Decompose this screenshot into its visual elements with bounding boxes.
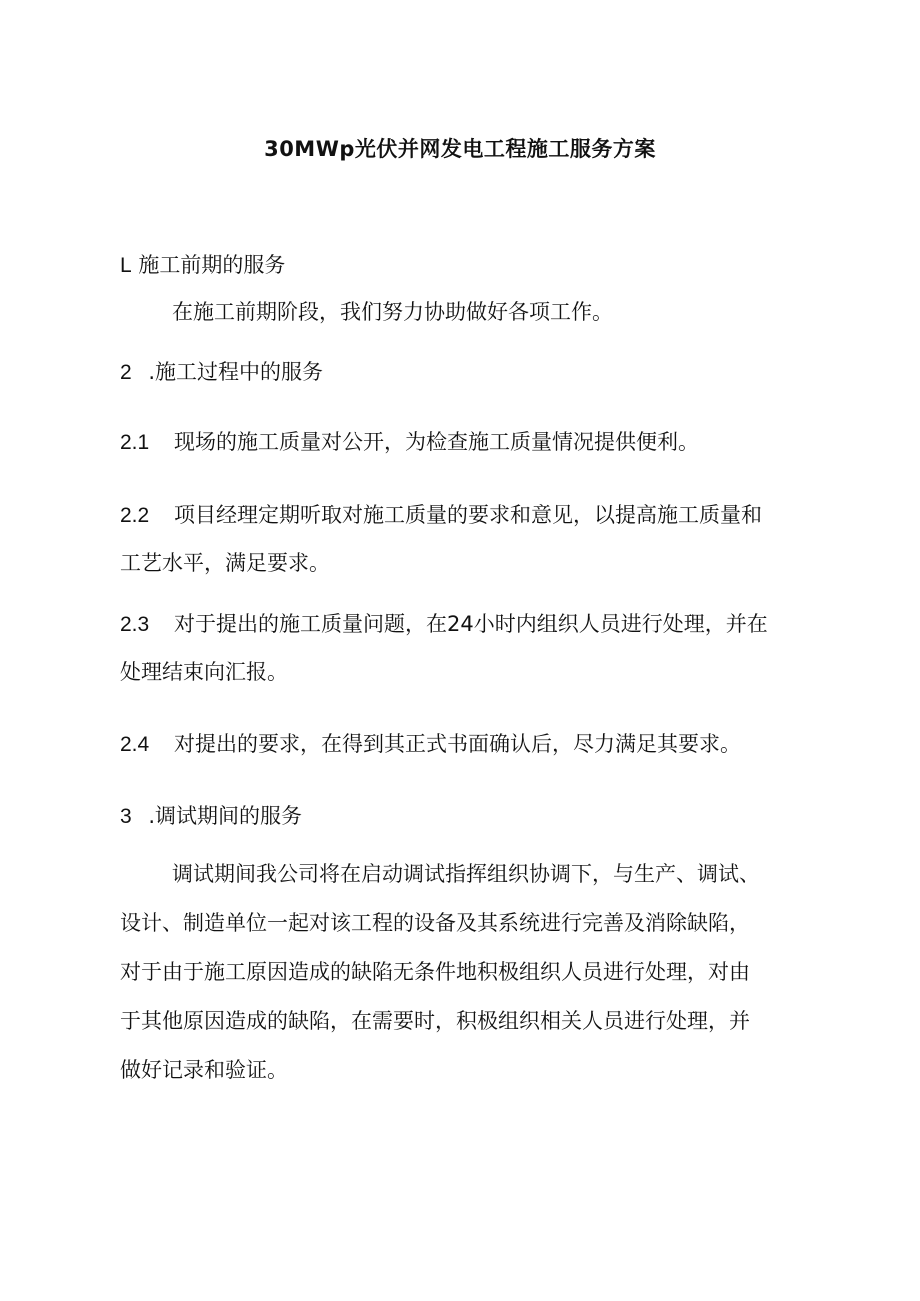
section-1-number: L [120,254,132,277]
section-3-paragraph-line: 设计、制造单位一起对该工程的设备及其系统进行完善及消除缺陷， [120,911,750,935]
section-3-number: 3 [120,805,132,828]
section-3-paragraph-line: 做好记录和验证。 [120,1058,288,1082]
section-3-paragraph-line: 调试期间我公司将在启动调试指挥组织协调下，与生产、调试、 [172,862,760,886]
section-3-heading-text: .调试期间的服务 [148,804,303,828]
item-2-3 [120,610,768,639]
document-title: 30MWp光伏并网发电工程施工服务方案 [264,137,656,161]
section-1-heading-text: 施工前期的服务 [138,253,286,277]
section-2-heading-text: .施工过程中的服务 [148,360,324,384]
section-3-heading [120,802,302,831]
item-number: 2.2 [120,504,150,527]
item-number: 2.1 [120,431,150,454]
section-3-paragraph-line: 对于由于施工原因造成的缺陷无条件地积极组织人员进行处理，对由 [120,960,750,984]
section-3-paragraph-line: 于其他原因造成的缺陷，在需要时，积极组织相关人员进行处理，并 [120,1009,750,1033]
item-text: 对于提出的施工质量问题，在24小时内组织人员进行处理，并在 [174,612,768,636]
item-2-3-continuation: 处理结束向汇报。 [120,660,288,684]
item-2-4 [120,730,741,759]
section-1-heading [120,251,285,280]
section-1-paragraph: 在施工前期阶段，我们努力协助做好各项工作。 [172,300,613,324]
section-2-number: 2 [120,361,132,384]
section-2-heading [120,358,323,387]
item-text: 项目经理定期听取对施工质量的要求和意见，以提高施工质量和 [174,503,762,527]
item-number: 2.3 [120,613,150,636]
item-text: 对提出的要求，在得到其正式书面确认后，尽力满足其要求。 [174,732,741,756]
item-2-2-continuation: 工艺水平，满足要求。 [120,551,330,575]
item-text: 现场的施工质量对公开，为检查施工质量情况提供便利。 [174,430,699,454]
item-2-1 [120,428,699,457]
item-2-2 [120,501,762,530]
item-number: 2.4 [120,733,150,756]
